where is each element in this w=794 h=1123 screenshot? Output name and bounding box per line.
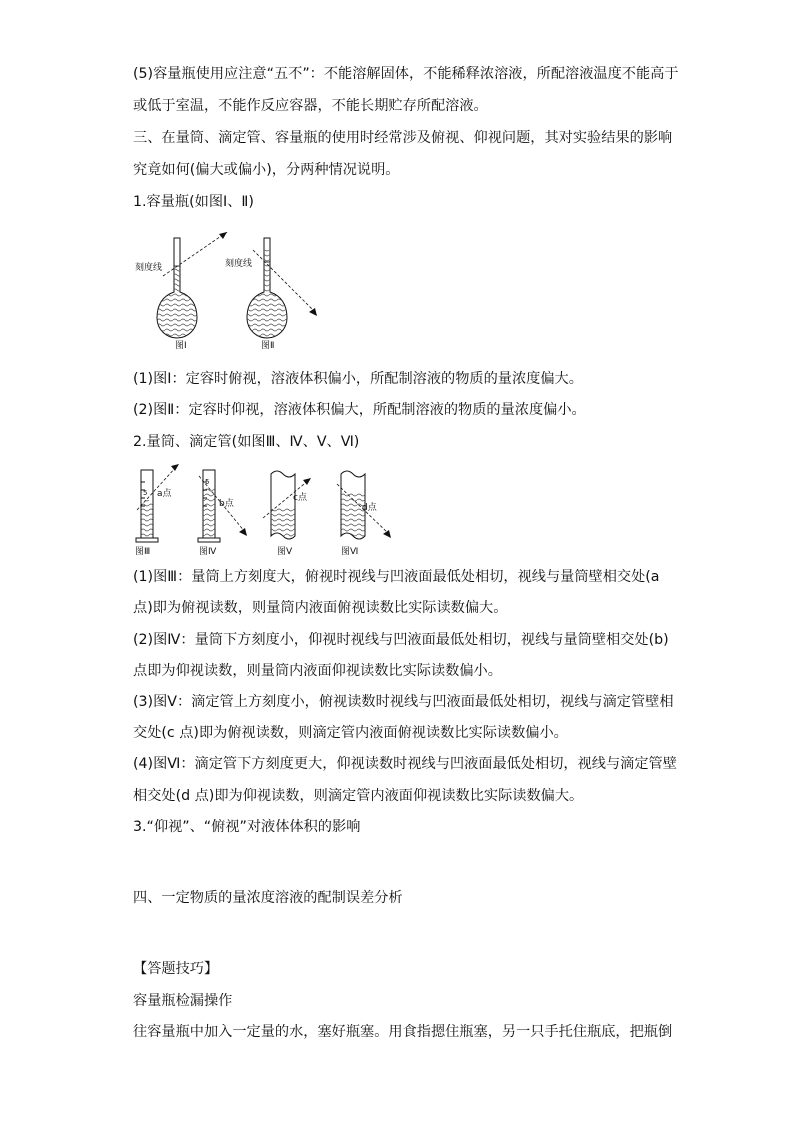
volumetric-flask-figure	[133, 232, 343, 354]
point-c-label: c点	[293, 493, 307, 503]
text-line: (2)图Ⅱ：定容时仰视，溶液体积偏大，所配制溶液的物质的量浓度偏小。	[133, 402, 586, 418]
figure-caption: 图Ⅲ	[135, 547, 151, 557]
section-heading: 3.“仰视”、“俯视”对液体体积的影响	[133, 819, 361, 835]
svg-text:5: 5	[143, 489, 148, 497]
section-heading: 四、一定物质的量浓度溶液的配制误差分析	[133, 890, 403, 906]
svg-text:5: 5	[205, 478, 210, 486]
text-line: 容量瓶检漏操作	[133, 993, 233, 1009]
scale-line-label: 刻度线	[135, 263, 163, 273]
section-heading: 2.量筒、滴定管(如图Ⅲ、Ⅳ、Ⅴ、Ⅵ)	[133, 434, 360, 450]
text-line: (3)图Ⅴ：滴定管上方刻度小，俯视读数时视线与凹液面最低处相切，视线与滴定管壁相	[133, 694, 674, 710]
section-heading: 1.容量瓶(如图Ⅰ、Ⅱ)	[133, 194, 254, 210]
text-line: 或低于室温，不能作反应容器，不能长期贮存所配溶液。	[133, 98, 488, 114]
text-line: (4)图Ⅵ：滴定管下方刻度更大，仰视读数时视线与凹液面最低处相切，视线与滴定管壁	[133, 756, 677, 772]
tips-heading: 【答题技巧】	[133, 961, 219, 977]
cylinder-burette-figure	[133, 462, 403, 558]
figure-caption: 图Ⅱ	[261, 341, 275, 351]
point-d-label: d点	[362, 503, 377, 513]
text-line: (1)图Ⅰ：定容时俯视，溶液体积偏小，所配制溶液的物质的量浓度偏大。	[133, 371, 583, 387]
text-line: (1)图Ⅲ：量筒上方刻度大，俯视时视线与凹液面最低处相切，视线与量筒壁相交处(a	[133, 569, 660, 585]
text-line: 点即为仰视读数，则量筒内液面仰视读数比实际读数偏小。	[133, 663, 502, 679]
burette-5	[263, 471, 311, 539]
text-line: 相交处(d 点)即为仰视读数，则滴定管内液面仰视读数比实际读数偏大。	[133, 788, 584, 804]
figure-caption: 图Ⅴ	[277, 547, 293, 557]
text-line: (5)容量瓶使用应注意“五不”：不能溶解固体，不能稀释浓溶液，所配溶液温度不能高于	[133, 66, 679, 82]
cylinder-3	[136, 464, 179, 542]
text-line: 究竟如何(偏大或偏小)，分两种情况说明。	[133, 162, 400, 178]
point-b-label: b点	[219, 499, 234, 509]
scale-line-label: 刻度线	[225, 259, 253, 269]
text-line: 三、在量筒、滴定管、容量瓶的使用时经常涉及俯视、仰视问题，其对实验结果的影响	[133, 130, 673, 146]
flask-1	[157, 232, 227, 338]
figure-caption: 图Ⅰ	[175, 341, 187, 351]
figure-caption: 图Ⅳ	[199, 547, 217, 557]
text-line: 往容量瓶中加入一定量的水，塞好瓶塞。用食指摁住瓶塞，另一只手托住瓶底，把瓶倒	[133, 1024, 673, 1040]
text-line: 点)即为俯视读数，则量筒内液面俯视读数比实际读数偏大。	[133, 600, 508, 616]
figure-caption: 图Ⅵ	[341, 547, 359, 557]
text-line: 交处(c 点)即为俯视读数，则滴定管内液面俯视读数比实际读数偏小。	[133, 725, 568, 741]
point-a-label: a点	[157, 489, 172, 499]
text-line: (2)图Ⅳ：量筒下方刻度小，仰视时视线与凹液面最低处相切，视线与量筒壁相交处(b)	[133, 632, 669, 648]
flask-2	[247, 238, 317, 338]
